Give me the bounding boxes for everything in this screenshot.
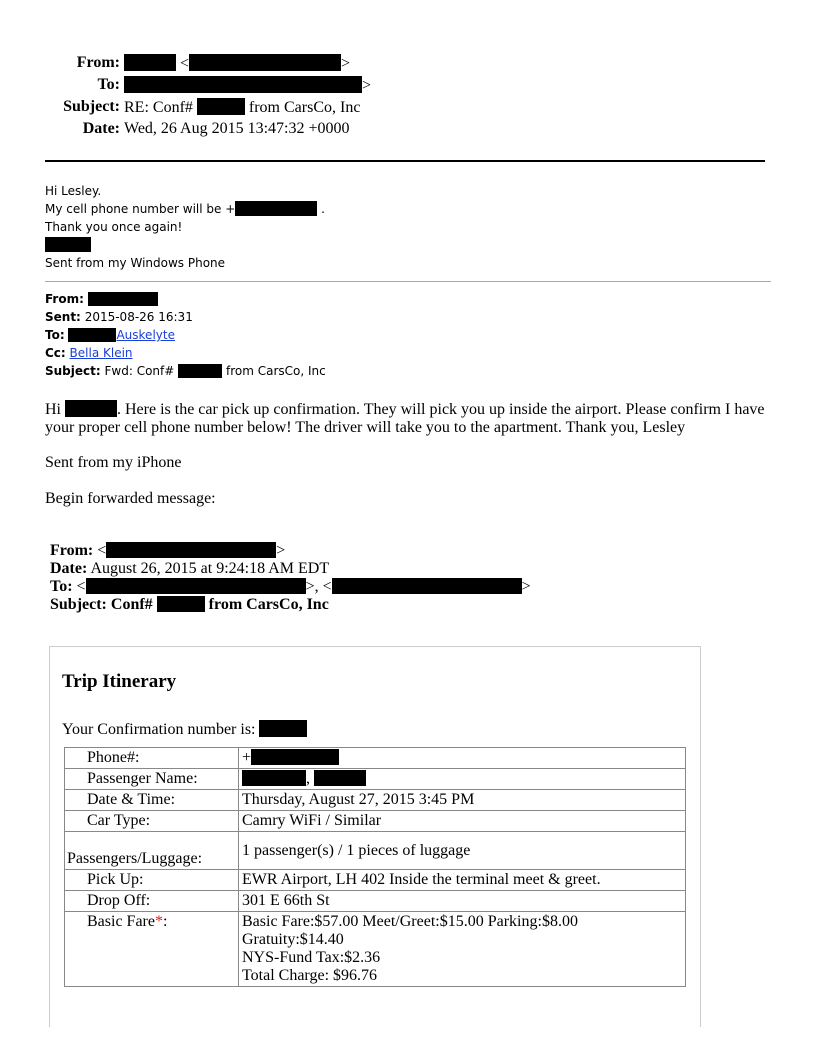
fwd-to-row: To: < >, < > bbox=[50, 578, 531, 595]
quoted-sent-row: Sent: 2015-08-26 16:31 bbox=[45, 310, 193, 324]
table-row bbox=[65, 811, 686, 832]
table-row bbox=[65, 891, 686, 912]
quoted-cc-row: Cc: Bella Klein bbox=[45, 346, 133, 360]
table-row bbox=[65, 832, 686, 870]
quoted-header bbox=[45, 290, 326, 380]
passenger-value: , bbox=[239, 769, 686, 790]
header-to-row bbox=[0, 76, 372, 94]
fare-value bbox=[239, 912, 686, 987]
header-from-value: < > bbox=[124, 54, 350, 73]
fare-breakdown: Basic Fare:$57.00 Meet/Greet:$15.00 Parking:$8.00 Gratuity:$14.40 bbox=[242, 913, 578, 948]
passenger-label: Passenger Name: bbox=[65, 769, 239, 790]
header-from-label: From: bbox=[76, 54, 120, 71]
car-type-label: Car Type: bbox=[65, 811, 239, 832]
table-row bbox=[65, 870, 686, 891]
datetime-value: Thursday, August 27, 2015 3:45 PM bbox=[239, 790, 686, 811]
luggage-label: Passengers/Luggage: bbox=[65, 832, 239, 870]
table-row bbox=[65, 912, 686, 987]
itinerary-title: Trip Itinerary bbox=[62, 671, 177, 692]
header-divider bbox=[45, 160, 765, 162]
reply-phone-line: My cell phone number will be + . bbox=[45, 202, 325, 216]
table-row bbox=[65, 748, 686, 769]
quoted-subject-row: Subject: Fwd: Conf# from CarsCo, Inc bbox=[45, 364, 326, 378]
reply-greeting: Hi Lesley. bbox=[45, 184, 102, 198]
forwarded-header bbox=[50, 542, 531, 614]
header-to-label: To: bbox=[97, 76, 120, 93]
fare-asterisk: * bbox=[154, 913, 163, 930]
itinerary-table bbox=[64, 747, 686, 987]
quoted-to-row: To: Auskelyte bbox=[45, 328, 175, 342]
datetime-label: Date & Time: bbox=[65, 790, 239, 811]
quoted-from-row: From: bbox=[45, 290, 326, 308]
table-row bbox=[65, 769, 686, 790]
fare-total: Total Charge: $96.76 bbox=[242, 967, 378, 984]
fare-tax: NYS-Fund Tax:$2.36 bbox=[242, 949, 381, 966]
fwd-subject-row: Subject: Conf# from CarsCo, Inc bbox=[50, 596, 329, 613]
sent-from-iphone: Sent from my iPhone bbox=[45, 454, 182, 471]
dropoff-value: 301 E 66th St bbox=[239, 891, 686, 912]
header-subject-value: RE: Conf# from CarsCo, Inc bbox=[124, 99, 361, 116]
header-subject-row bbox=[0, 98, 360, 116]
trip-itinerary-panel bbox=[49, 646, 701, 1027]
luggage-value: 1 passenger(s) / 1 pieces of luggage bbox=[239, 832, 686, 870]
phone-value: + bbox=[239, 748, 686, 769]
header-to-value: > bbox=[124, 76, 371, 95]
fwd-date-row: Date: August 26, 2015 at 9:24:18 AM EDT bbox=[50, 560, 330, 577]
forward-note: Hi . Here is the car pick up confirmation. They will pick you up inside the airport. Please confirm I have your proper cell phone number below! The driver will take you to the apartment. Thank you, Lesley bbox=[45, 401, 765, 436]
quote-divider bbox=[45, 281, 771, 282]
reply-redacted-name bbox=[45, 236, 325, 254]
header-date-value: Wed, 26 Aug 2015 13:47:32 +0000 bbox=[124, 120, 350, 137]
confirmation-number: Your Confirmation number is: bbox=[62, 720, 307, 739]
header-from-row bbox=[0, 54, 360, 72]
pickup-value: EWR Airport, LH 402 Inside the terminal meet & greet. bbox=[239, 870, 686, 891]
dropoff-label: Drop Off: bbox=[65, 891, 239, 912]
phone-label: Phone#: bbox=[65, 748, 239, 769]
header-date-row bbox=[0, 120, 360, 138]
begin-forwarded: Begin forwarded message: bbox=[45, 490, 216, 507]
fare-label: Basic Fare*: bbox=[65, 912, 239, 987]
car-type-value: Camry WiFi / Similar bbox=[239, 811, 686, 832]
pickup-label: Pick Up: bbox=[65, 870, 239, 891]
fwd-from-row: From: < > bbox=[50, 542, 286, 559]
reply-thanks: Thank you once again! bbox=[45, 220, 183, 234]
to-recipient-link[interactable]: Auskelyte bbox=[116, 328, 175, 342]
header-date-label: Date: bbox=[82, 120, 120, 137]
reply-signature: Sent from my Windows Phone bbox=[45, 256, 226, 270]
reply-message bbox=[45, 182, 325, 272]
table-row bbox=[65, 790, 686, 811]
header-subject-label: Subject: bbox=[63, 98, 120, 115]
cc-recipient-link[interactable]: Bella Klein bbox=[69, 346, 133, 360]
